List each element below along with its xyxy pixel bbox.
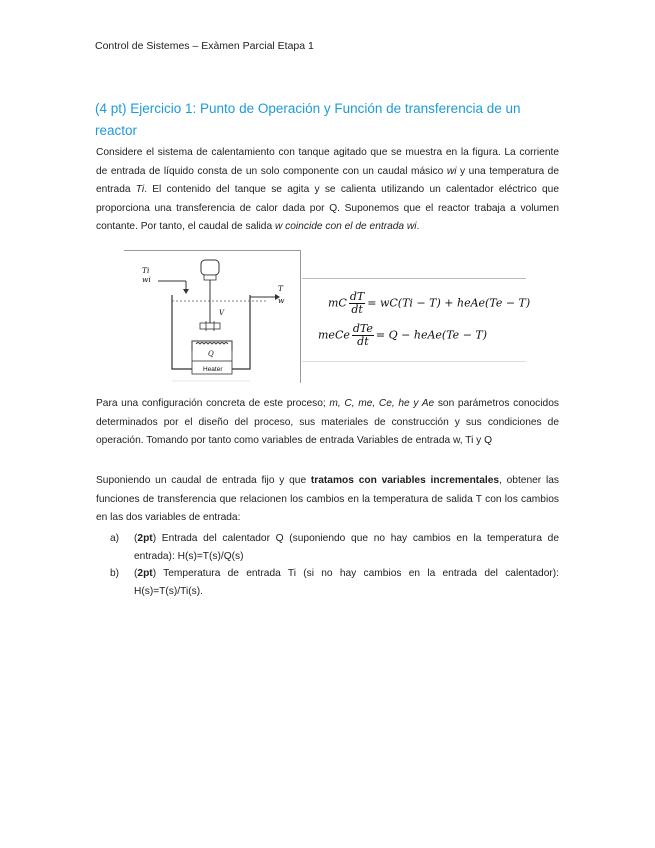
inlet-arrow-icon	[183, 289, 189, 294]
list-item: b) (2pt) Temperatura de entrada Ti (si no hay cambios en la entrada del calentador): H(s)=T(s)/Ti(s).	[110, 565, 559, 600]
page-header: Control de Sistemes – Exàmen Parcial Etapa 1	[95, 40, 314, 52]
tank-diagram	[124, 250, 301, 383]
label-heater: Heater	[203, 366, 223, 373]
energy-balance-equation-1: mC $\frac{dT}{dt}$ = wC(Ti − T) + heAe(Te − T)	[328, 290, 531, 316]
label-w: w	[278, 296, 285, 305]
question-list	[110, 530, 559, 600]
parameters-paragraph: Para una configuración concreta de este proceso; m, C, me, Ce, he y Ae son parámetros conocidos determinados por el diseño del proceso, sus materiales de construcción y sus condiciones de operación. Tomando por tanto como variables de entrada Variables de entrada w, Ti y Q	[96, 398, 559, 446]
intro-paragraph: Considere el sistema de calentamiento con tanque agitado que se muestra en la figura. La corriente de entrada de líquido consta de un solo componente con un caudal másico wi y una temperatura de entrada Ti. El contenido del tanque se agita y se calienta utilizando un calentador eléctrico que proporciona una transferencia de calor dada por Q. Suponemos que el reactor trabaja a volumen contante. Por tanto, el caudal de salida w coincide con el de entrada wi.	[96, 147, 560, 232]
motor-icon	[201, 260, 219, 275]
energy-balance-equation-2: meCe $\frac{\text{dTe}}{dt}$ = Q − heAe(Te − T)	[318, 322, 488, 348]
agitator-blade-icon	[200, 323, 220, 329]
reactor-figure	[124, 250, 531, 382]
label-T: T	[278, 284, 284, 293]
label-Ti: Ti	[142, 266, 150, 275]
label-wi: wi	[142, 275, 151, 284]
label-Q: Q	[208, 350, 214, 358]
equations-panel	[302, 278, 531, 362]
item-points: 2pt	[137, 533, 153, 544]
label-V: V	[219, 309, 225, 317]
list-item: a) (2pt) Entrada del calentador Q (suponiendo que no hay cambios en la temperatura de entrada): H(s)=T(s)/Q(s)	[110, 530, 559, 565]
item-marker: a)	[110, 533, 120, 544]
exercise-title: (4 pt) Ejercicio 1: Punto de Operación y Función de transferencia de un reactor	[95, 101, 521, 138]
item-text: Entrada del calentador Q (suponiendo que no hay cambios en la temperatura de entrada): H(s)=T(s)/Q(s)	[134, 533, 559, 562]
item-points: 2pt	[137, 568, 153, 579]
item-marker: b)	[110, 568, 120, 579]
item-text: Temperatura de entrada Ti (si no hay cambios en la entrada del calentador): H(s)=T(s)/Ti(s).	[134, 568, 559, 597]
task-paragraph: Suponiendo un caudal de entrada fijo y que tratamos con variables incrementales, obtener las funciones de transferencia que relacionen los cambios en la temperatura de salida T con los cambios en las dos variables de entrada:	[96, 475, 559, 523]
